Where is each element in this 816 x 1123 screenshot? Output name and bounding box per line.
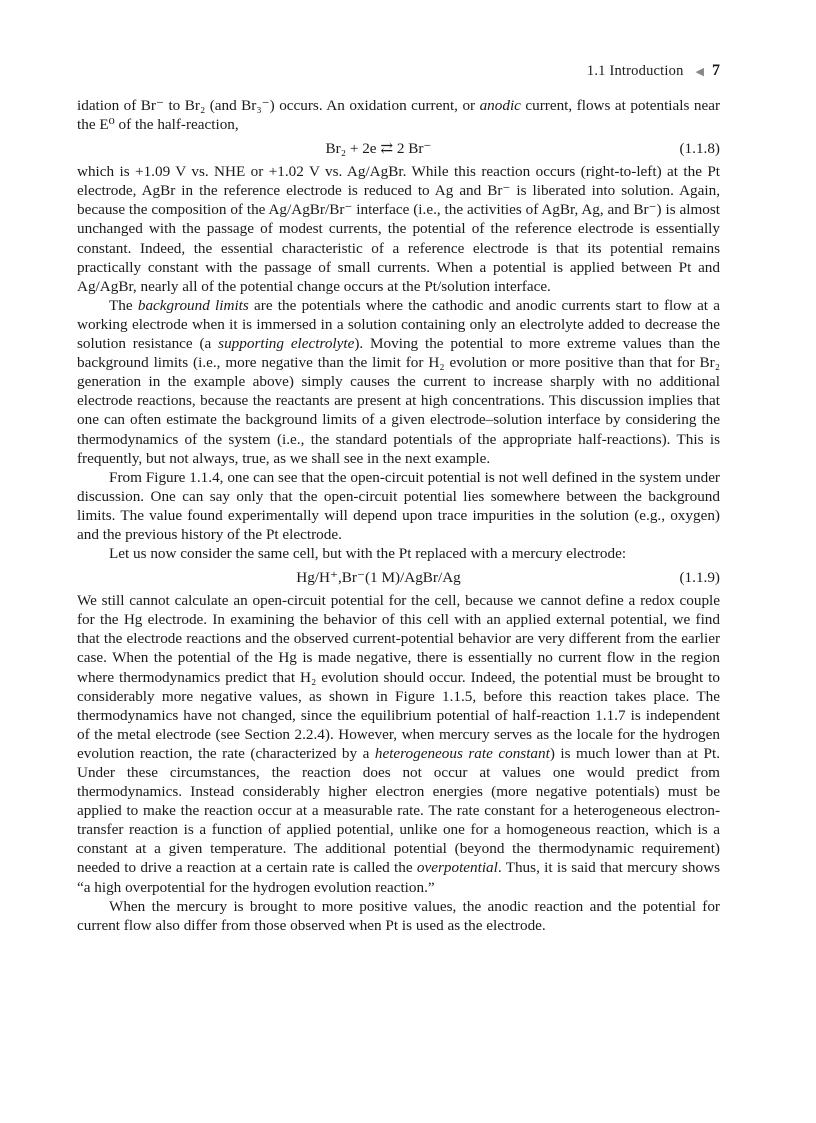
paragraph: The background limits are the potentials where the cathodic and anodic currents start to flow at a working electrode when it is immersed in a solution containing only an electrolyte added to decrease the solution resistance (a supporting electrolyte). Moving the potential to more extreme values than the background limits (i.e., more negative than the limit for H₂ evolution or more positive than that for Br₂ generation in the example above) simply causes the current to increase sharply with no additional electrode reactions, because the reactants are present at high concentrations. This discussion implies that one can often estimate the background limits of a given electrode–solution interface by considering the thermodynamics of the system (i.e., the standard potentials of the appropriate half-reactions). This is frequently, but not always, true, as we shall see in the next example. <box>77 296 720 467</box>
equation-number: (1.1.8) <box>679 139 720 157</box>
triangle-marker-icon: ◀ <box>695 65 704 78</box>
paragraph: We still cannot calculate an open-circuit potential for the cell, because we cannot define a redox couple for the Hg electrode. In examining the behavior of this cell with an applied external potential, we find that the electrode reactions and the observed current-potential behavior are very different from the earlier case. When the potential of the Hg is made negative, there is essentially no current flow in the region where thermodynamics predict that H₂ evolution should occur. Indeed, the potential must be brought to considerably more negative values, as shown in Figure 1.1.5, before this reaction takes place. The thermodynamics have not changed, since the equilibrium potential of half-reaction 1.1.7 is independent of the metal electrode (see Section 2.2.4). However, when mercury serves as the locale for the hydrogen evolution reaction, the rate (characterized by a heterogeneous rate constant) is much lower than at Pt. Under these circumstances, the reaction does not occur at values one would predict from thermodynamics. Instead considerably higher electron energies (more negative potentials) must be applied to make the reaction occur at a measurable rate. The rate constant for a heterogeneous electron-transfer reaction is a function of applied potential, unlike one for a homogeneous reaction, which is a constant at a given temperature. The additional potential (beyond the thermodynamic requirement) needed to drive a reaction at a certain rate is called the overpotential. Thus, it is said that mercury shows “a high overpotential for the hydrogen evolution reaction.” <box>77 592 720 896</box>
equation-1-1-9 <box>77 563 720 591</box>
equation-1-1-8 <box>77 134 720 162</box>
paragraph: which is +1.09 V vs. NHE or +1.02 V vs. Ag/AgBr. While this reaction occurs (right-to-left) at the Pt electrode, AgBr in the reference electrode is reduced to Ag and Br⁻ is liberated into solution. Again, because the composition of the Ag/AgBr/Br⁻ interface (i.e., the activities of AgBr, Ag, and Br⁻) is almost unchanged with the passage of modest currents, the potential of the reference electrode is essentially constant. Indeed, the essential characteristic of a reference electrode is that its potential remains practically constant with the passage of small currents. When a potential is applied between Pt and Ag/AgBr, nearly all of the potential change occurs at the Pt/solution interface. <box>77 163 720 295</box>
paragraph: When the mercury is brought to more positive values, the anodic reaction and the potential for current flow also differ from those observed when Pt is used as the electrode. <box>77 897 720 934</box>
paragraph: idation of Br⁻ to Br₂ (and Br₃⁻) occurs. An oxidation current, or anodic current, flows at potentials near the E⁰ of the half-reaction, <box>77 97 720 134</box>
section-title: 1.1 Introduction <box>586 62 684 79</box>
body-text <box>77 96 720 935</box>
equation-number: (1.1.9) <box>679 568 720 586</box>
page-number: 7 <box>712 62 720 79</box>
running-header <box>587 62 720 80</box>
equation-expression: Br₂ + 2e ⇄ 2 Br⁻ <box>325 139 432 157</box>
paragraph: Let us now consider the same cell, but with the Pt replaced with a mercury electrode: <box>109 545 627 563</box>
paragraph: From Figure 1.1.4, one can see that the open-circuit potential is not well defined in the system under discussion. One can say only that the open-circuit potential lies somewhere between the background limits. The value found experimentally will depend upon trace impurities in the solution (e.g., oxygen) and the previous history of the Pt electrode. <box>77 468 720 543</box>
equation-expression: Hg/H⁺,Br⁻(1 M)/AgBr/Ag <box>296 568 461 586</box>
